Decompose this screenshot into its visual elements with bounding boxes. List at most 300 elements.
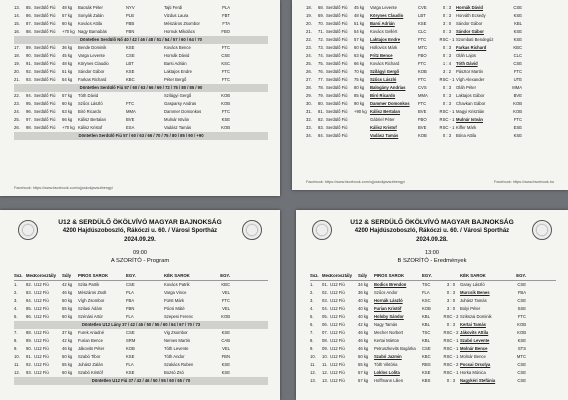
red-corner-name: Mészáros Zsolt: [78, 290, 107, 295]
result: RSC - 1: [439, 109, 455, 114]
red-corner-name: Szita Patrik: [78, 282, 100, 287]
table-row: [310, 369, 556, 377]
red-corner-club: FBB: [126, 21, 135, 26]
result: [146, 12, 164, 20]
column-header: EGY.: [422, 273, 432, 278]
column-header: [146, 272, 164, 280]
red-corner-club: BVE: [126, 117, 135, 122]
weight-class: 66 kg: [62, 117, 73, 122]
bout-number: 24.: [14, 109, 20, 114]
result: 0 : 3: [446, 322, 456, 327]
blue-corner-name: Szombati Bendegúz: [456, 37, 494, 42]
blue-corner-name: Molnár Bence: [460, 346, 488, 351]
event-date: 2024.09.28.: [416, 237, 448, 243]
table-row: [306, 76, 556, 84]
weight-class: [354, 116, 370, 124]
weight-class: 46 kg: [62, 346, 73, 351]
page-footer-right: Facebook: https://www.facebook.hu: [494, 180, 554, 184]
blue-corner-club: KSE: [221, 330, 230, 335]
match-number: 82.: [26, 282, 32, 287]
age-class: U12 Fiú: [34, 314, 49, 319]
match-number: 06.: [322, 322, 328, 327]
red-corner-club: FBA: [126, 298, 135, 303]
blue-corner-club: SSE: [517, 306, 526, 311]
match-number: 85.: [26, 306, 32, 311]
age-class: Serdülő Fiú: [326, 13, 348, 18]
result: RSC - 1: [443, 354, 459, 359]
table-row: [310, 337, 556, 345]
bout-number: 14.: [14, 13, 20, 18]
blue-corner-name: Vígh Alexander: [456, 77, 485, 82]
weight-class: 40 kg: [358, 306, 369, 311]
column-header: Ssz.: [310, 273, 319, 278]
table-row: [306, 44, 556, 52]
table-row: [14, 60, 268, 68]
blue-corner-club: FBT: [222, 13, 230, 18]
bout-number: 4.: [14, 306, 18, 311]
weight-class: +70 kg: [62, 125, 75, 130]
blue-corner-name: Kovács Bence: [164, 45, 191, 50]
weight-class: 42 kg: [62, 282, 73, 287]
result: [146, 289, 164, 297]
weight-class: 51 kg: [62, 69, 73, 74]
table-row: [14, 76, 268, 84]
red-corner-name: Nagy Barnabás: [78, 29, 107, 34]
bout-number: 1.: [310, 282, 314, 287]
red-corner-club: CSE: [126, 282, 135, 287]
match-number: 81.: [318, 109, 324, 114]
blue-corner-name: Pócsi Máté: [164, 306, 185, 311]
blue-corner-club: STS: [517, 346, 526, 351]
match-number: 85.: [26, 5, 32, 10]
bout-number: 26.: [306, 69, 312, 74]
red-corner-club: MMA: [418, 93, 428, 98]
blue-corner-name: Vig Zsombor: [164, 330, 188, 335]
blue-corner-club: KOB: [221, 125, 230, 130]
blue-corner-name: Vadász Tamás: [164, 125, 192, 130]
weight-class: 57 kg: [62, 93, 73, 98]
result: [146, 297, 164, 305]
result: RSC - 1: [443, 346, 459, 351]
red-corner-name: Körynes Claudio: [370, 13, 404, 18]
weight-class: 85 kg: [354, 93, 365, 98]
table-row: [306, 28, 556, 36]
weight-class: 60 kg: [62, 314, 73, 319]
red-corner-name: Furian Bence: [78, 338, 103, 343]
match-number: 92.: [26, 362, 32, 367]
blue-corner-club: CSE: [517, 298, 526, 303]
session-time: 09:00: [133, 250, 147, 256]
age-class: Serdülő Fiú: [34, 45, 56, 50]
match-number: 83.: [26, 290, 32, 295]
blue-corner-name: Bóna Attila: [456, 133, 477, 138]
weight-class: 36 kg: [62, 45, 73, 50]
column-header: KÉK SAROK: [164, 273, 190, 278]
match-number: 71.: [318, 29, 324, 34]
age-class: U12 Fiú: [34, 354, 49, 359]
bout-number: 1.: [14, 282, 18, 287]
bout-number: 28.: [306, 85, 312, 90]
red-corner-name: Kovács Richard: [370, 61, 400, 66]
age-class: U12 Fiú: [330, 314, 345, 319]
red-corner-name: Bodics Brendon: [374, 282, 407, 287]
red-corner-name: Szabó Jazmin: [374, 354, 402, 359]
age-class: Serdülő Fiú: [326, 69, 348, 74]
table-row: [14, 100, 268, 108]
column-header: Mec.: [26, 273, 36, 278]
match-number: 91.: [26, 61, 32, 66]
red-corner-club: CLC: [418, 29, 427, 34]
age-class: Serdülő Fiú: [34, 125, 56, 130]
red-corner-name: Sonyák Zalán: [78, 13, 104, 18]
match-number: 86.: [26, 314, 32, 319]
match-number: 88.: [26, 330, 32, 335]
red-corner-name: Hornák László: [374, 298, 403, 303]
age-class: U12 Fiú: [34, 298, 49, 303]
table-row: [310, 329, 556, 337]
age-class: U12 Fiú: [330, 298, 345, 303]
blue-corner-name: Mulnár István: [164, 117, 190, 122]
age-class: U12 Fiú: [34, 330, 49, 335]
page-footer: Facebook: https://www.facebook.com/ujjoskokjavsutbengyi: [14, 186, 113, 190]
column-header: PIROS SAROK: [374, 273, 405, 278]
weight-class-divider: Döntetlen Serdülő Fiú 57 / 60 / 63 / 66 / 69 / 72 / 75 / 80 / 85 / 90: [14, 84, 268, 92]
red-corner-club: FTC: [418, 61, 427, 66]
red-corner-club: KSE: [126, 69, 135, 74]
red-corner-name: Szabó Kristóf: [78, 370, 103, 375]
blue-corner-name: Péter Bergő: [164, 77, 187, 82]
age-class: U12 Fiú: [330, 338, 345, 343]
result: [146, 92, 164, 100]
weight-class: 55 kg: [62, 362, 73, 367]
age-class: Serdülő Fiú: [34, 29, 56, 34]
bout-number: 7.: [310, 330, 314, 335]
red-corner-name: Mecher Norbert: [374, 330, 404, 335]
result: 0 : 3: [442, 5, 452, 10]
bout-number: 17.: [14, 45, 20, 50]
red-corner-name: Laktajos Endre: [370, 37, 401, 42]
age-class: Serdülő Fiú: [34, 5, 56, 10]
result: 3 : 0: [446, 282, 456, 287]
table-row: [14, 289, 268, 297]
blue-corner-club: CSE: [517, 378, 526, 383]
red-corner-name: Tóth Viktória: [374, 362, 398, 367]
blue-corner-club: FTC: [221, 109, 230, 114]
document-page-4: [296, 210, 568, 400]
weight-class: 54 kg: [62, 77, 73, 82]
bout-number: 22.: [14, 93, 20, 98]
match-number: 80.: [318, 101, 324, 106]
table-row: [14, 44, 268, 52]
weight-class: [354, 124, 370, 132]
weight-class: 55 kg: [358, 362, 369, 367]
blue-corner-name: Tóth Andor: [164, 354, 185, 359]
weight-class: 57 kg: [354, 37, 365, 42]
red-corner-club: KBL: [422, 338, 430, 343]
document-page-1: [0, 0, 280, 196]
bout-number: 19.: [14, 61, 20, 66]
bout-number: 2.: [14, 290, 18, 295]
red-corner-club: KSE: [126, 370, 135, 375]
age-class: Serdülő Fiú: [326, 37, 348, 42]
table-row: [310, 353, 556, 361]
red-corner-club: KBL: [422, 322, 430, 327]
weight-class: 60 kg: [62, 101, 73, 106]
page-footer: Facebook: https://www.facebook.com/ujjoskokjavsutbengyi: [306, 180, 405, 184]
weight-class: +70 kg: [62, 29, 75, 34]
red-corner-club: KSE: [418, 21, 427, 26]
bout-number: 31.: [306, 109, 312, 114]
red-corner-club: BVE: [418, 125, 427, 130]
blue-corner-name: Szilágyi Gergő: [164, 93, 192, 98]
match-number: 68.: [318, 5, 324, 10]
table-row: [14, 329, 268, 337]
match-number: 82.: [318, 117, 324, 122]
table-row: [306, 52, 556, 60]
blue-corner-name: Mészáros Zsombor: [164, 21, 200, 26]
table-header: [310, 272, 556, 281]
blue-corner-club: KOB: [513, 101, 522, 106]
red-corner-club: FTC: [418, 101, 427, 106]
age-class: Serdülő Fiú: [34, 93, 56, 98]
red-corner-club: SRM: [126, 338, 136, 343]
column-header: EGY.: [516, 273, 526, 278]
column-header: Korosztály: [34, 273, 56, 278]
blue-corner-club: VEL: [222, 306, 230, 311]
venue: 4200 Hajdúszoboszló, Rákóczi u. 60. / Városi Sportház: [354, 228, 510, 234]
red-corner-club: RBS: [422, 362, 431, 367]
age-class: U12 Fiú: [34, 290, 49, 295]
bout-number: 29.: [306, 93, 312, 98]
red-corner-club: CSE: [126, 53, 135, 58]
red-corner-name: Fritz Bence: [370, 53, 393, 58]
match-number: 12.: [322, 370, 328, 375]
weight-class: 63 kg: [354, 53, 365, 58]
result: RSC - 1: [443, 338, 459, 343]
age-class: Serdülő Fiú: [34, 109, 56, 114]
match-number: 88.: [26, 29, 32, 34]
championship-title: U12 & SERDÜLŐ ÖKÖLVÍVÓ MAGYAR BAJNOKSÁG: [58, 219, 222, 226]
bout-number: 5.: [14, 314, 18, 319]
match-number: 05.: [322, 314, 328, 319]
blue-corner-name: Szabó Levente: [460, 338, 490, 343]
table-header: [14, 272, 268, 281]
table-row: [14, 116, 268, 124]
weight-class: 80 kg: [354, 85, 365, 90]
bout-number: 24.: [306, 53, 312, 58]
result: 0 : 3: [442, 13, 452, 18]
result: 0 : 3: [446, 290, 456, 295]
blue-corner-club: KSE: [221, 362, 230, 367]
red-corner-club: KSE: [126, 45, 135, 50]
red-corner-club: PLA: [126, 290, 134, 295]
blue-corner-name: Nagykéri Stefánia: [460, 378, 496, 383]
age-class: Serdülő Fiú: [326, 85, 348, 90]
bout-number: 21.: [306, 29, 312, 34]
blue-corner-club: FBN: [221, 354, 230, 359]
result: RSC - 2: [443, 362, 459, 367]
match-number: 90.: [26, 53, 32, 58]
result: [146, 369, 164, 377]
weight-class: 60 kg: [354, 45, 365, 50]
match-number: 91.: [26, 354, 32, 359]
table-row: [14, 337, 268, 345]
red-corner-club: MTC: [418, 45, 428, 50]
bout-number: 3.: [310, 298, 314, 303]
ring-subtitle: A SZORÍTÓ - Program: [110, 258, 170, 264]
age-class: Serdülő Fiú: [326, 133, 348, 138]
red-corner-name: Tóth Dávid: [78, 93, 99, 98]
match-number: 78.: [318, 85, 324, 90]
match-number: 02.: [322, 290, 328, 295]
blue-corner-name: Oláh Lajos: [456, 53, 477, 58]
session-time: 13:00: [425, 250, 439, 256]
blue-corner-name: Mulnár István: [456, 117, 483, 122]
document-page-3: [0, 210, 280, 400]
red-corner-club: MMA: [126, 109, 136, 114]
blue-corner-name: Szakács Ruben: [164, 362, 194, 367]
table-row: [306, 108, 556, 116]
weight-class: 45 kg: [62, 53, 73, 58]
result: [146, 361, 164, 369]
match-number: 09.: [322, 346, 328, 351]
column-header: Ssz.: [14, 273, 23, 278]
blue-corner-club: KSE: [513, 29, 522, 34]
result: 3 : 0: [442, 21, 452, 26]
blue-corner-name: Vizdus Laura: [164, 13, 189, 18]
bout-number: 12.: [14, 370, 20, 375]
result: 3 : 0: [446, 306, 456, 311]
bout-number: 21.: [14, 77, 20, 82]
age-class: Serdülő Fiú: [34, 77, 56, 82]
red-corner-name: Hollovics Márk: [370, 45, 398, 50]
match-number: 84.: [26, 298, 32, 303]
red-corner-name: Kálisz Bertalan: [370, 109, 401, 114]
bout-number: 6.: [310, 322, 314, 327]
result: [146, 116, 164, 124]
age-class: Serdülő Fiú: [326, 45, 348, 50]
match-number: 84.: [318, 133, 324, 138]
table-row: [14, 361, 268, 369]
weight-class: 75 kg: [354, 77, 365, 82]
red-corner-club: KBL: [422, 314, 430, 319]
blue-corner-name: Magyi Krisztián: [456, 109, 485, 114]
result: [146, 124, 164, 132]
result: [146, 337, 164, 345]
red-corner-club: KSE: [126, 354, 135, 359]
bout-number: 16.: [14, 29, 20, 34]
blue-corner-club: CAB: [221, 338, 230, 343]
bout-number: 34.: [306, 133, 312, 138]
bout-number: 11.: [310, 362, 316, 367]
match-number: 86.: [26, 13, 32, 18]
table-row: [306, 68, 556, 76]
table-row: [14, 12, 268, 20]
weight-class: 48 kg: [62, 5, 73, 10]
blue-corner-name: Jákovits Attila: [460, 330, 489, 335]
blue-corner-club: FBO: [221, 29, 230, 34]
age-class: U12 Fiú: [34, 338, 49, 343]
bout-number: 13.: [310, 378, 316, 383]
red-corner-club: KOB: [126, 346, 135, 351]
bout-number: 25.: [306, 61, 312, 66]
table-row: [310, 289, 556, 297]
weight-class: 46 kg: [62, 290, 73, 295]
result: [146, 68, 164, 76]
red-corner-name: Balogány Andrias: [370, 85, 406, 90]
page-header: [0, 218, 280, 265]
red-corner-club: FTC: [418, 77, 427, 82]
red-corner-name: Furian Kristóf: [374, 306, 402, 311]
table-row: [306, 84, 556, 92]
blue-corner-club: UTE: [513, 77, 522, 82]
blue-corner-club: KOB: [517, 330, 526, 335]
age-class: Serdülő Fiú: [326, 53, 348, 58]
weight-class: 36 kg: [358, 290, 369, 295]
weight-class: 46 kg: [358, 346, 369, 351]
weight-class: 45 kg: [354, 5, 365, 10]
age-class: Serdülő Fiú: [326, 5, 348, 10]
red-corner-club: KOB: [422, 306, 431, 311]
blue-corner-club: FTC: [513, 69, 522, 74]
bout-number: 9.: [310, 346, 314, 351]
bout-number: 3.: [14, 298, 18, 303]
red-corner-club: FLA: [126, 362, 134, 367]
age-class: Serdülő Fiú: [326, 21, 348, 26]
blue-corner-club: CSE: [517, 362, 526, 367]
age-class: Serdülő Fiú: [34, 21, 56, 26]
red-corner-name: Kálisz Kristof: [370, 125, 397, 130]
table-row: [14, 28, 268, 36]
blue-corner-club: KSE: [513, 133, 522, 138]
result: RSC - 1: [439, 117, 455, 122]
weight-class-divider: Döntetlen U12 Fiú 37 / 42 / 46 / 50 / 55 / 60 / 65 / 70: [14, 377, 268, 385]
match-number: 08.: [322, 338, 328, 343]
result: [146, 353, 164, 361]
result: 0 : 3: [442, 133, 452, 138]
red-corner-name: Szűcs Andor: [374, 290, 398, 295]
age-class: Serdülő Fiú: [326, 117, 348, 122]
red-corner-name: Bende Dominik: [78, 45, 107, 50]
table-row: [306, 4, 556, 12]
age-class: Serdülő Fiú: [326, 77, 348, 82]
match-number: 73.: [318, 45, 324, 50]
red-corner-name: Bacsák Péter: [78, 5, 103, 10]
table-row: [310, 305, 556, 313]
red-corner-name: Varga Levente: [78, 53, 105, 58]
red-corner-name: Sándor Gábor: [78, 69, 105, 74]
blue-corner-club: KSE: [517, 338, 526, 343]
weight-class: 40 kg: [358, 298, 369, 303]
blue-corner-name: Molnár Bence: [460, 354, 486, 359]
blue-corner-name: Kovács Patrik: [164, 282, 190, 287]
age-class: U12 Fiú: [330, 346, 345, 351]
result: [146, 60, 164, 68]
table-row: [310, 281, 556, 289]
age-class: U12 Fiú: [330, 362, 345, 367]
red-corner-club: CVE: [418, 5, 427, 10]
red-corner-name: Farkas Richard: [78, 77, 107, 82]
weight-class: 66 kg: [354, 61, 365, 66]
match-number: 89.: [26, 45, 32, 50]
result: [146, 4, 164, 12]
red-corner-name: Kálisz Kristof: [78, 125, 103, 130]
bout-number: 4.: [310, 306, 314, 311]
match-number: 93.: [26, 370, 32, 375]
age-class: Serdülő Fiú: [326, 29, 348, 34]
result: [146, 100, 164, 108]
table-row: [14, 108, 268, 116]
